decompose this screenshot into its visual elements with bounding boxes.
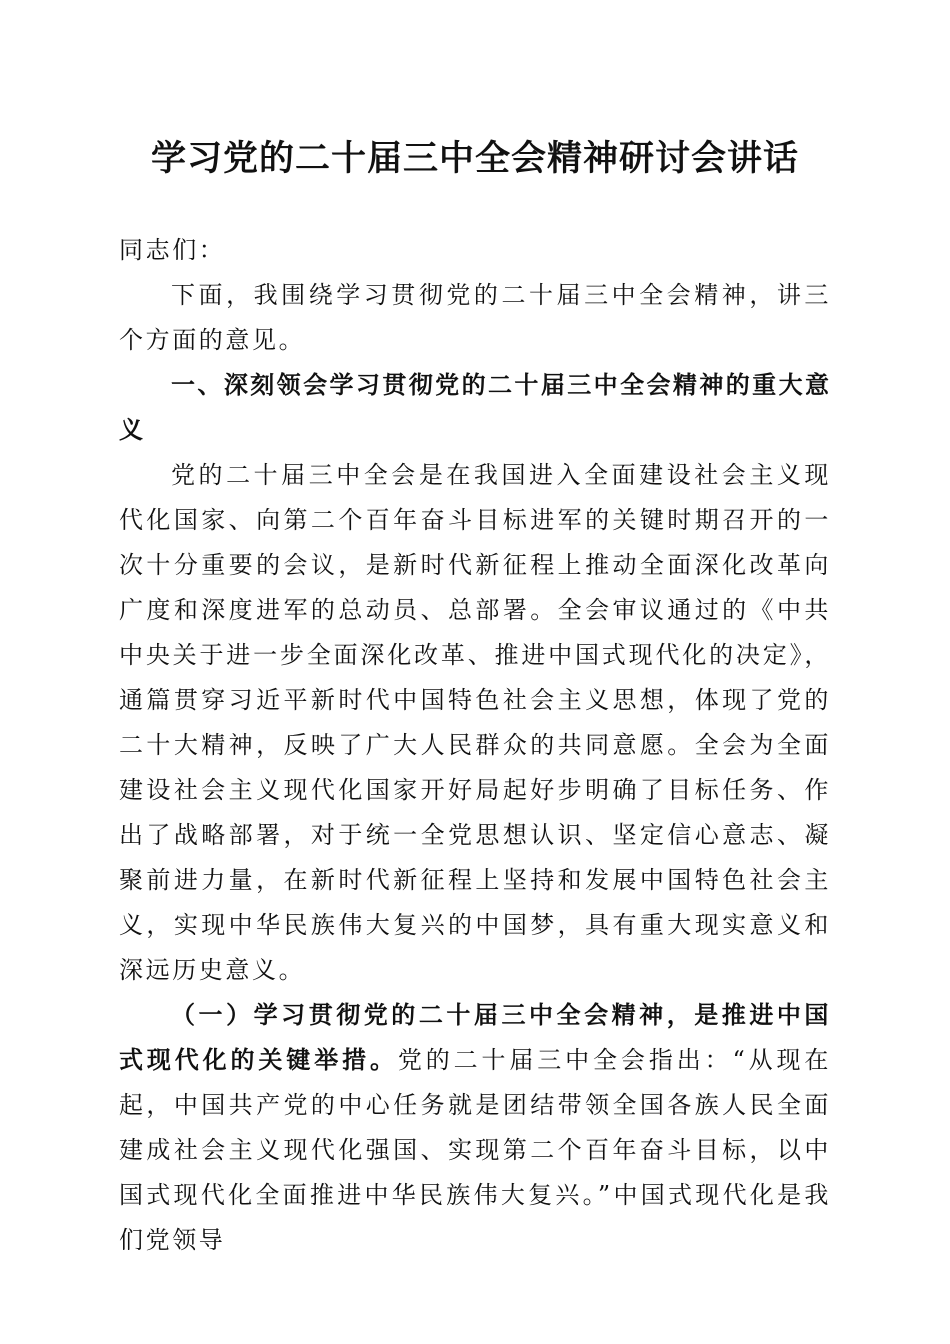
subsection-heading-1: （一）学习贯彻党的二十届三中全会精神，是推进中国式现代化的关键举措。 [119,1001,831,1074]
salutation: 同志们： [119,236,226,264]
section-heading-1: 一、深刻领会学习贯彻党的二十届三中全会精神的重大意义 [119,371,831,444]
intro-paragraph: 下面，我围绕学习贯彻党的二十届三中全会精神，讲三个方面的意见。 [119,281,831,354]
subsection-1-text: 党的二十届三中全会指出：“从现在起，中国共产党的中心任务就是团结带领全国各族人民全面建成社会主义现代化强国、实现第二个百年奋斗目标，以中国式现代化全面推进中华民族伟大复兴。”中国式现代化是我们党领导 [119,1046,832,1254]
document-title: 学习党的二十届三中全会精神研讨会讲话 [150,138,799,179]
subsection-1-paragraph [119,993,831,1263]
document-body [119,228,831,1263]
section-1-paragraph: 党的二十届三中全会是在我国进入全面建设社会主义现代化国家、向第二个百年奋斗目标进军的关键时期召开的一次十分重要的会议，是新时代新征程上推动全面深化改革向广度和深度进军的总动员、总部署。全会审议通过的《中共中央关于进一步全面深化改革、推进中国式现代化的决定》，通篇贯穿习近平新时代中国特色社会主义思想，体现了党的二十大精神，反映了广大人民群众的共同意愿。全会为全面建设社会主义现代化国家开好局起好步明确了目标任务、作出了战略部署，对于统一全党思想认识、坚定信心意志、凝聚前进力量，在新时代新征程上坚持和发展中国特色社会主义，实现中华民族伟大复兴的中国梦，具有重大现实意义和深远历史意义。 [119,461,831,984]
